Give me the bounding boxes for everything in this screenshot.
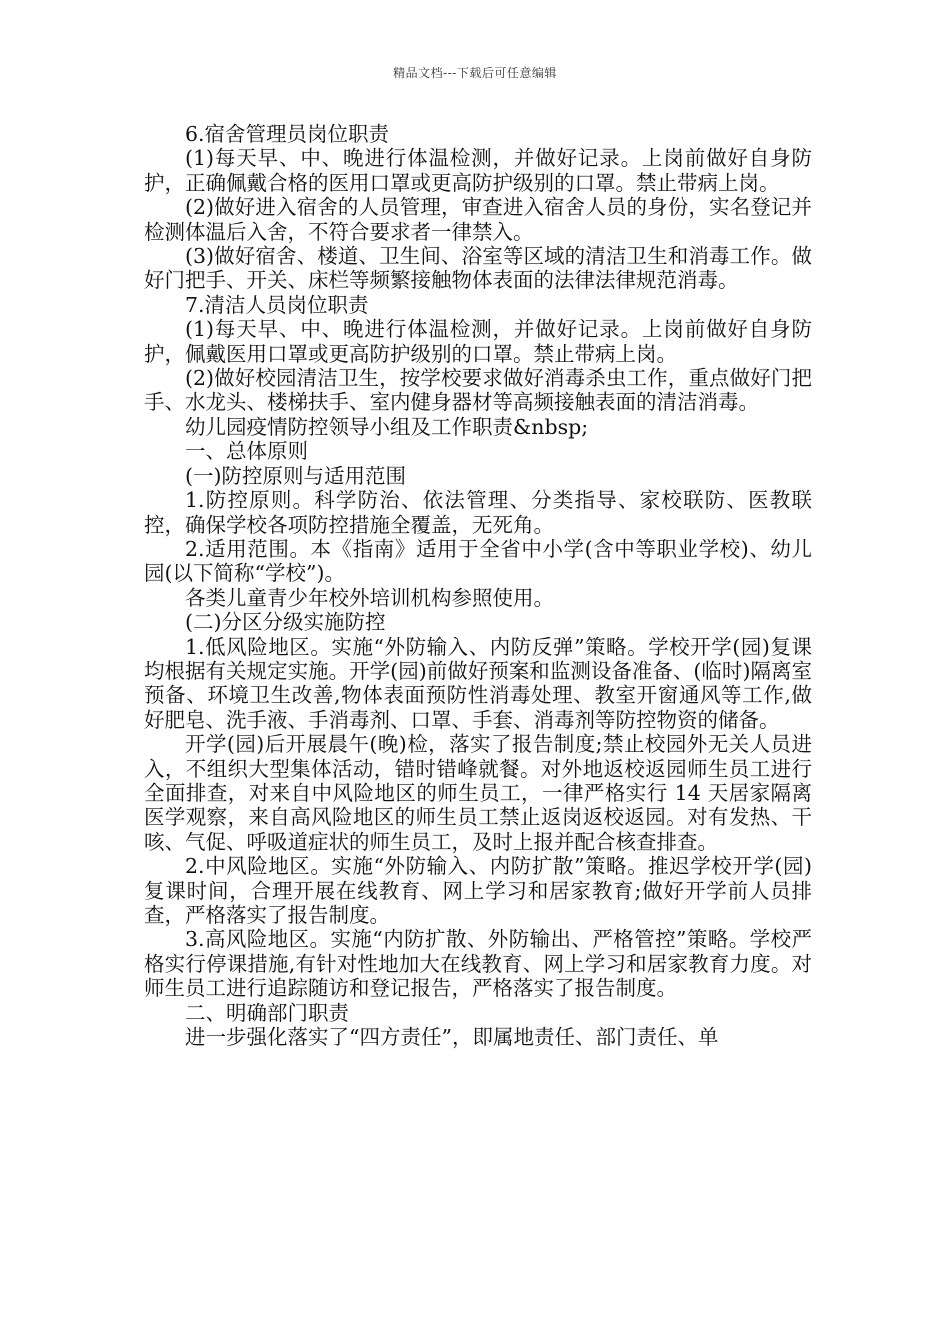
document-body (144, 122, 812, 1049)
paragraph: 3.高风险地区。实施“内防扩散、外防输出、严格管控”策略。学校严格实行停课措施,有针对性地加大在线教育、网上学习和居家教育力度。对师生员工进行追踪随访和登记报告，严格落实了报告制度。 (144, 927, 812, 1001)
paragraph: 开学(园)后开展晨午(晚)检，落实了报告制度;禁止校园外无关人员进入，不组织大型集体活动，错时错峰就餐。对外地返校返园师生员工进行全面排查，对来自中风险地区的师生员工，一律严格实行 14 天居家隔离医学观察，来自高风险地区的师生员工禁止返岗返校返园。对有发热、干咳、气促、呼吸道症状的师生员工，及时上报并配合核查排查。 (144, 732, 812, 854)
paragraph: 1.防控原则。科学防治、依法管理、分类指导、家校联防、医教联控，确保学校各项防控措施全覆盖，无死角。 (144, 488, 812, 537)
paragraph: (1)每天早、中、晚进行体温检测，并做好记录。上岗前做好自身防护，正确佩戴合格的医用口罩或更高防护级别的口罩。禁止带病上岗。 (144, 146, 812, 195)
paragraph: (1)每天早、中、晚进行体温检测，并做好记录。上岗前做好自身防护，佩戴医用口罩或更高防护级别的口罩。禁止带病上岗。 (144, 317, 812, 366)
paragraph: (3)做好宿舍、楼道、卫生间、浴室等区域的清洁卫生和消毒工作。做好门把手、开关、床栏等频繁接触物体表面的法律法律规范消毒。 (144, 244, 812, 293)
section-heading: 6.宿舍管理员岗位职责 (185, 122, 390, 146)
section-heading: 二、明确部门职责 (185, 1000, 349, 1025)
paragraph: 进一步强化落实了“四方责任”，即属地责任、部门责任、单 (185, 1025, 719, 1050)
subsection-heading: (一)防控原则与适用范围 (185, 463, 406, 488)
paragraph: 2.适用范围。本《指南》适用于全省中小学(含中等职业学校)、幼儿园(以下简称“学校”)。 (144, 536, 812, 586)
subsection-heading: (二)分区分级实施防控 (185, 610, 386, 635)
section-heading: 7.清洁人员岗位职责 (185, 292, 369, 317)
paragraph: 1.低风险地区。实施“外防输入、内防反弹”策略。学校开学(园)复课均根据有关规定实施。开学(园)前做好预案和监测设备准备、(临时)隔离室预备、环境卫生改善,物体表面预防性消毒处理、教室开窗通风等工作,做好肥皂、洗手液、手消毒剂、口罩、手套、消毒剂等防控物资的储备。 (144, 634, 812, 732)
paragraph: 2.中风险地区。实施“外防输入、内防扩散”策略。推迟学校开学(园)复课时间，合理开展在线教育、网上学习和居家教育;做好开学前人员排查，严格落实了报告制度。 (144, 854, 812, 927)
page-header: 精品文档---下载后可任意编辑 (393, 66, 557, 80)
paragraph: (2)做好校园清洁卫生，按学校要求做好消毒杀虫工作，重点做好门把手、水龙头、楼梯扶手、室内健身器材等高频接触表面的清洁消毒。 (144, 366, 812, 415)
document-title: 幼儿园疫情防控领导小组及工作职责&nbsp; (185, 414, 589, 439)
paragraph: 各类儿童青少年校外培训机构参照使用。 (185, 585, 554, 610)
section-heading: 一、总体原则 (185, 439, 308, 464)
paragraph: (2)做好进入宿舍的人员管理，审查进入宿舍人员的身份，实名登记并检测体温后入舍，不符合要求者一律禁入。 (144, 195, 812, 244)
